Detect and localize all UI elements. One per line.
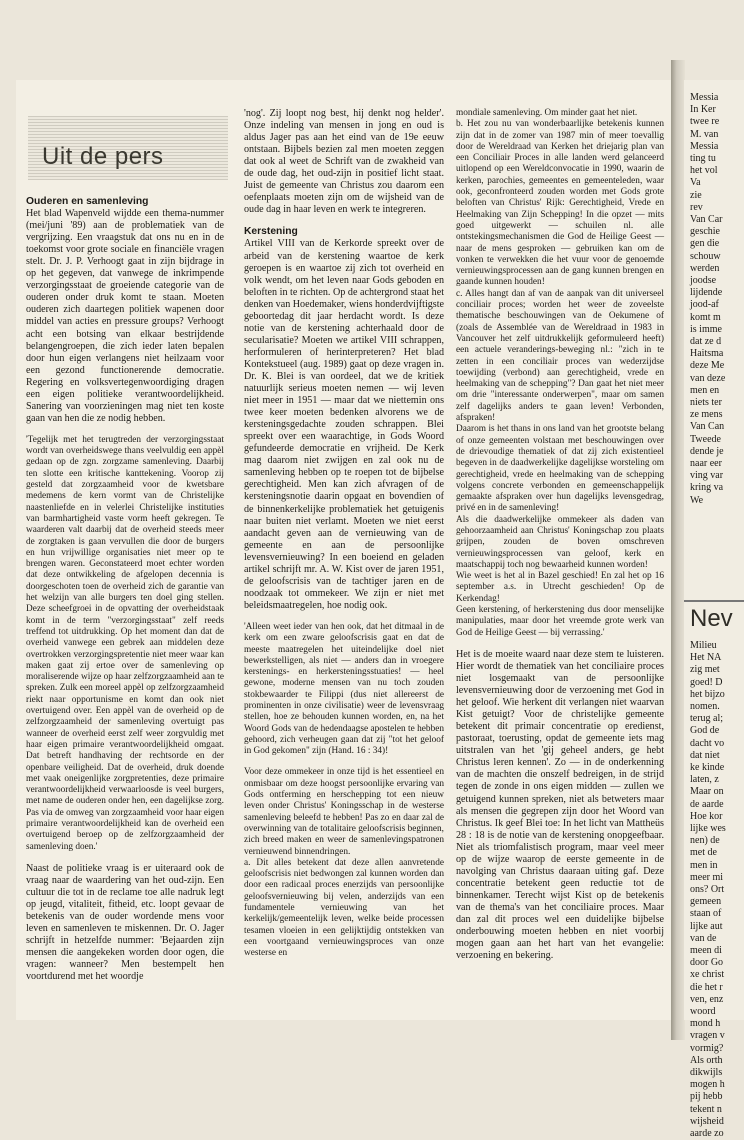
right-page-line: zig met [690, 664, 720, 676]
right-page-line: In Ker [690, 104, 716, 116]
right-page-line: komt m [690, 311, 721, 323]
col1-paragraph-2: Naast de politieke vraag is er uiteraard ook de vraag naar de waardering van het oud-zijn. Een cultuur die tot in de reclame toe alle nadruk legt op jeugd, vitaliteit, fitheid, etc. loopt gevaar de betekenis van de ouder wordende mens voor leven en samenleven te miskennen. Dr. O. Jager schrijft in hetzelfde nummer: 'Bejaarden zijn mensen die aangekeken worden door ogen, die vragen: wanneer? Men bestempelt hen voortdurend met het woordje [26, 862, 224, 983]
right-page-line: mond h [690, 1018, 721, 1030]
page-fold [671, 60, 685, 1040]
right-page-line: gemeen [690, 896, 722, 908]
right-page-line: die het r [690, 981, 723, 993]
right-page-line: Haitsma [690, 348, 724, 360]
right-page-line: goed! D [690, 676, 723, 688]
right-page-line: Hoe kor [690, 810, 723, 822]
right-page-line: dacht vo [690, 737, 725, 749]
right-page-line: van de [690, 932, 717, 944]
section-title: Uit de pers [42, 143, 164, 170]
right-page-heading: Nev [690, 605, 733, 632]
right-page-line: men en [690, 384, 720, 396]
right-page-line: God de [690, 725, 720, 737]
right-page-line: geschie [690, 226, 720, 238]
right-page-fragment [684, 80, 744, 1139]
col3-paragraph-2: b. Het zou nu van wonderbaarlijke betekenis kunnen zijn dat in de zomer van 1987 min of meer toevallig door de Wereldraad van Kerken het driejarig plan van een Conciliair Proces in alle landen werd gelanceerd uitlopend op een Wereldconvocatie in 1990, waarin de kerken, parochies, gemeentes en gemeenteleden, waar ook, geconfronteerd zouden worden met Gods grote beloften van Christus' Rijk: Gerechtigheid, Vrede en Heelmaking van Zijn Schepping! In die opzet — mits goed uitgewerkt — schuilen nl. alle ontstekingsmechanismen die God de Heilige Geest — naar de mens gesproken — gebruiken kan om de vonken te verwekken die het vuur voor de genoemde vernieuwingsprocessen aan de gang kunnen brengen en gaande kunnen houden! [456, 119, 664, 288]
right-page-line: Messia [690, 140, 719, 152]
col2-paragraph-3: Voor deze ommekeer in onze tijd is het essentieel en onmisbaar om deze hoogst persoonlijke ervaring van Gods ontferming en herschepping tot een nieuw leven onder Christus' Koningsschap in de westerse samenleving beleefd te hebben! Pas zo en daar zal de overwinning van de totalitaire geloofscrisis beginnen, zich breed maken en weer de samenlevingspatronen vernieuwend binnendringen. [244, 767, 444, 857]
right-page-line: kring va [690, 482, 724, 494]
right-page-line: schouw [690, 250, 721, 262]
col3-paragraph-3: c. Alles hangt dan af van de aanpak van dit universeel conciliair proces; worden het weer de zoveelste thematische beschouwingen van de Oekumene of (zoals de Assemblée van de Wereldraad in 1983 in Vancouver het zelf uitdrukkelijk geformuleerd heeft) een actuele veranderings-beweging nl.: "zich in te zetten in een conciliair proces van wederzijdse toewijding (verbond) aan gerechtigheid, vrede en heelmaking van de schepping"? Dan gaat het niet meer om drie "interessante onderwerpen", maar om samen zelf dagelijks anders te gaan leven! Verbonden, afspraken! [456, 288, 664, 424]
col3-paragraph-4: Daarom is het thans in ons land van het grootste belang of onze gemeenten volstaan met beschouwingen over de drievoudige thematiek of dat zij zich existentieel begeven in de daadwerkelijke dagelijkse worsteling om gerechtigheid, vrede en heelmaking van de schepping volgens concrete verbonden en gemeenschappelijk gemaakte afspraken over hun dagelijks levensgedrag, privé en in de samenleving! [456, 424, 664, 514]
right-page-line: de aarde [690, 798, 724, 810]
right-page-line: Milieu [690, 640, 717, 651]
col2-paragraph-4: a. Dit alles betekent dat deze allen aanvretende geloofscrisis niet bedwongen zal kunnen worden dan door een radicaal proces enerzijds van persoonlijke geloofsvernieuwing bij velen, anderzijds van een fundamentele vernieuwing van het kerkelijk/gemeentelijk leven, welke beide processen tesamen vloeien in een gelijktijdig ontstekken van een voortgaand vernieuwingsproces van onze westerse en [244, 857, 444, 959]
right-page-line: meen di [690, 945, 722, 956]
right-page-line: zie [690, 189, 702, 201]
col3-paragraph-5: Als die daadwerkelijke ommekeer als daden van gehoorzaamheid aan Christus' Koningschap zou plaats grijpen, zouden de boven omschreven vernieuwingsprocessen van geloof, kerk en maatschappij toch nog bewaarheid kunnen worden! [456, 514, 664, 570]
right-page-line: pij hebb [690, 1091, 723, 1103]
right-page-line: staan of [690, 908, 722, 920]
right-page-line: ze mens [690, 409, 723, 421]
right-page-line: dat niet [690, 749, 720, 761]
right-page-line: dat ze d [690, 336, 722, 347]
col3-paragraph-8: Het is de moeite waard naar deze stem te luisteren. Hier wordt de thematiek van het conciliaire proces niet losgemaakt van de persoonlijke levensvernieuwing door de verzoening met God in het geloof. Wie herkent dit verlangen niet waarvan Kist getuigt? Voor de christelijke gemeente betekent dit primair concentratie op eredienst, pastoraat, toerusting, opdat de gemeente iets mag uitstralen van het 'gij geheel anders, ge hebt Christus leren kennen'. Zo — in de onderkenning van de machten die onszelf bedreigen, in de strijd tegen de zonde in ons eigen midden — zullen we getuigend kunnen spreken, niet als betweters maar als mensen die gegrepen zijn door het Woord van Christus. Ik geef Blei toe: In het licht van Mattheüs 28 : 18 is de notie van de kerstening onopgeefbaar. Niet als triomfalistisch program, maar veel meer op de wijze waarop de eerste gemeente in de navolging van Christus daaraan uiting gaf. Deze concentratie betekent geen reductie tot de binnenkamer. Terecht wijst Kist op de betekenis van de thema's van het conciliaire proces. Maar dan zal dit proces wel een duidelijke bijbelse onderbouwing moeten hebben en niet voorbij mogen gaan aan het hart van het evangelie: verzoening en bekering. [456, 648, 664, 962]
right-page-line: vormig? [690, 1042, 724, 1054]
right-page-line: nen) de [690, 835, 720, 847]
right-page-line: gen die [690, 238, 720, 250]
col2-quote: 'Alleen weet ieder van hen ook, dat het ditmaal in de kerk om een zware geloofscrisis gaat en dat de meeste maatregelen het uiteindelijke doel niet bewerkstelligen, als niet — anders dan in vroegere kerstenings- en herkersteningsstuaties! — heel gewone, moderne mensen van nu toch zouden stokbewaarder te Filippi (dus niet allereerst de prominenten in onze civilisatie) weer de levensvraag stellen, hoe ze behouden kunnen worden, en, na het Woord Gods van de hedendaagse apostelen te hebben gehoord, zich verheugen gaan dat zij "tot het geloof in God gekomen" zijn (Hand. 16 : 34)! [244, 621, 444, 757]
column-2 [244, 108, 444, 958]
right-page-line: deze Me [690, 360, 725, 372]
heading-kerstening: Kerstening [244, 226, 298, 238]
right-page-line: het bijzo [690, 688, 725, 700]
right-page-line: twee re [690, 116, 720, 128]
right-page-line: is imme [690, 323, 722, 335]
right-page-line: xe christ [690, 969, 725, 981]
right-page-line: aarde zo [690, 1128, 724, 1139]
col2-paragraph-2: Artikel VIII van de Kerkorde spreekt over de arbeid van de kerstening waartoe de kerk geroepen is en waartoe zij zich tot overheid en volk wendt, om het leven naar Gods geboden en beloften in te richten. Op de achtergrond staat het denken van Hoedemaker, wiens honderdvijftigste geboortedag dit jaar herdacht wordt. Is deze notie van de kerstening achterhaald door de secularisatie? Moeten we artikel VIII schrappen, herformuleren of herinterpreteren? Het blad Kontekstueel (aug. 1989) gaat op deze vragen in. Dr. K. Blei is van oordeel, dat we de kritiek natuurlijk serieus moeten nemen — wij leven niet meer in 1951 — maar dat we niettemin ons twee keer moeten bedenken alvorens we de kersteningsgedachte zouden schrappen. Blei spreekt over een waarachtige, in Gods Woord gefundeerde democratie en vrijheid. De Kerk mag daarom niet zwijgen en zal ook nu de samenleving hebben op te roepen tot de bijbelse gerechtigheid. Men kan zich afvragen of de kersteningsnotie daarin opgaat en bovendien of de binnenkerkelijke problematiek het getuigenis naar buiten niet verlamt. Moeten we niet eerst aandacht geven aan de vernieuwing van de gemeente en aan de persoonlijke levensvernieuwing? In een boeiend en geladen artikel schrijft mr. A. W. Kist over de jaren 1951, de geloofscrisis van de tachtiger jaren en de noodzaak tot ommekeer. We zijn er niet met beleidsmaatregelen, hoe nodig ook. [244, 238, 445, 611]
column-1 [26, 196, 224, 983]
right-page-line: Va [690, 177, 701, 189]
right-page-line: van deze [690, 372, 726, 384]
right-page-line: lijke wes [690, 823, 726, 834]
right-page-line: tekent n [690, 1103, 722, 1115]
right-page-line: door Go [690, 957, 724, 969]
right-page-line: nomen. [690, 701, 720, 712]
right-page-line: We [690, 494, 704, 506]
right-page-line: laten, z [690, 774, 719, 786]
heading-ouderen: Ouderen en samenleving [26, 196, 149, 207]
right-page-line: ting tu [690, 153, 716, 164]
col3-paragraph-1: mondiale samenleving. Om minder gaat het niet. [456, 108, 638, 118]
right-page-line: Van Can [690, 421, 725, 433]
right-page-line: mogen h [690, 1079, 725, 1091]
right-page-line: ving var [690, 470, 724, 482]
right-page-line: niets ter [690, 397, 722, 408]
col3-paragraph-6: Wie weet is het al in Bazel geschied! En zal het op 16 september a.s. in Utrecht geschieden! Op de Kerkendag! [456, 571, 664, 604]
right-page-line: men in [690, 859, 718, 871]
right-page-line: naar eer [690, 458, 722, 469]
right-page-line: lijke aut [690, 920, 723, 932]
right-page-line: woord [690, 1006, 716, 1017]
right-page-line: meer mi [690, 871, 724, 883]
col2-paragraph-1: 'nog'. Zij loopt nog best, hij denkt nog helder'. Onze indeling van mensen in jong en oud is aldus Jager pas aan het eind van de 19e eeuw ontstaan. Bijbels bezien zal men moeten zeggen dat ook al weet de Schrift van de zwakheid van de oude dag, het oud-zijn in positief licht staat. Juist de gemeente van Christus zou daarom een oefenplaats moeten zijn om de wijsheid van de oude dag in haar leven en werk te integreren. [244, 108, 444, 216]
right-page-line: jood-af [690, 299, 719, 311]
right-page-line: Het NA [690, 652, 722, 664]
col1-paragraph-1: Het blad Wapenveld wijdde een thema-nummer (mei/juni '89) aan de problematiek van de vergrijzing. Een vraagstuk dat ons nu en in de toekomst voor grote sociale en financiële vragen stelt. Dr. J. P. Verhoogt gaat in zijn bijdrage in op het gegeven, dat vanwege de inkrimpende verzorgingsstaat de groeiende categorie van de ouderen onder druk komt te staan. Moeten ouderen zich daartegen politiek wapenen door middel van acties en pressure groups? Verhoogt acht een botsing van elkaar bestrijdende belangengroepen, die zich ieder laten bepalen door hun eigen verlangens niet heilzaam voor een gezond functionerende democratie. Regering en volksvertegenwoordiging dragen een eigen politieke verantwoordelijkheid. Sanering van voorzieningen mag niet ten koste gaan van hen die ze nodig hebben. [26, 208, 224, 424]
right-page-line: dikwijls [690, 1067, 723, 1078]
right-page-line: rev [690, 201, 703, 213]
right-page-line: Van Car [690, 214, 723, 225]
right-page-line: het vol [690, 165, 718, 177]
right-page-line: ons? Ort [690, 884, 725, 895]
right-page-line: met de [690, 847, 717, 859]
right-page-rule [684, 600, 744, 602]
column-3 [456, 108, 664, 962]
right-page-line: M. van [690, 128, 719, 140]
right-page-line: Messia [690, 92, 719, 103]
right-page-line: terug al; [690, 713, 724, 725]
right-page-line: Maar on [690, 786, 724, 798]
right-page-line: joodse [690, 275, 717, 286]
right-page-line: Tweede [690, 433, 721, 445]
col1-quote: 'Tegelijk met het terugtreden der verzorgingsstaat wordt van overheidswege thans veelvuldig een appèl gedaan op de zgn. zorgzame samenleving. Daarbij ten slotte een kritische kanttekening. Voorop zij gesteld dat zorgzaamheid voor de kwetsbare medemens de kern vormt van de Christelijke naastenliefde en in velerlei Christelijke instituties van barmhartigheid vaste vorm heeft gekregen. Te waarderen valt daarbij dat de overheid steeds meer de zorgtaken is gaan vervullen die door de burgers en hun vrijwillige organisaties niet meer op te brengen waren. Geconstateerd moet echter worden dat deze ontwikkeling de afgelopen decennia is doorgeschoten toen de overheid zich de garantie van het welzijn van alle burgers ten doel ging stellen. Deze scheefgroei in de opvatting der overheidstaak komt in de term "verzorgingsstaat" zelf reeds treffend tot uitdrukking. Op het moment dan dat de overheid vanwege een gebrek aan middelen deze overtrokken verzorgingspretentie niet meer waar kan maken gaat zij ertoe over de samenleving op moraliserende wijze op haar zelfzorgzaamheid aan te spreken. Zulk een moreel appèl op zelfzorgzaamheid riekt naar opportunisme en komt dan ook niet overtuigend over. Een appèl van de overheid op de zelfzorgzaamheid der samenleving overtuigt pas wanneer de overheid eerst zelf weer zorgvuldig met haar eigen primaire verantwoordelijkheid omgaat. Dat betreft handhaving der rechtsorde en der openbare veiligheid. Dat de overheid, druk doende met vaak oneigenlijke zorgpretenties, deze primaire verantwoordelijkheid verwaarloosde is veel burgers, met name de ouderen onder hen, een dagelijkse zorg. Pas via de omweg van zorgzaamheid voor haar eigen primaire verantwoordelijkheid kan de overheid een overtuigend beroep op de zelfzorgzaamheid der samenleving doen.' [26, 434, 224, 852]
right-page-line: dende je [690, 445, 724, 457]
right-page-line: wijsheid [690, 1115, 724, 1127]
right-page-line: werden [690, 262, 720, 274]
right-page-line: ven, enz [690, 993, 724, 1005]
right-page-line: lijdende [690, 287, 723, 299]
right-page-line: vragen v [690, 1030, 725, 1042]
right-page-line: Als orth [690, 1054, 723, 1066]
col3-paragraph-7: Geen kerstening, of herkerstening dus door menselijke manipulaties, maar door het vreemde grote werk van God de Heilige Geest — bij verrassing.' [456, 605, 664, 638]
right-page-line: ke kinde [690, 762, 725, 773]
